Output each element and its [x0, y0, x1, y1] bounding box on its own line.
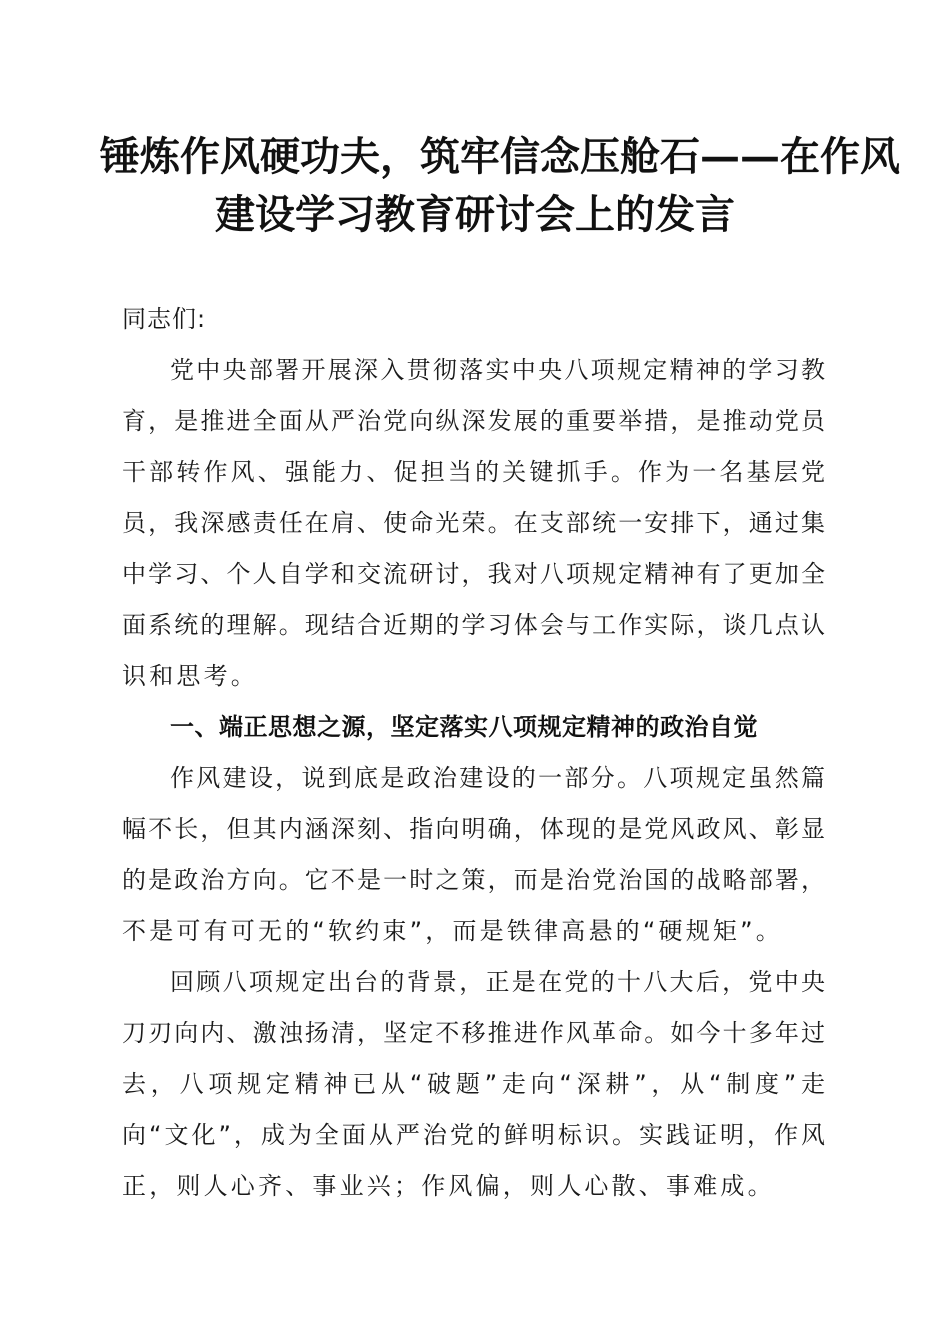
paragraph-3 [122, 957, 825, 1212]
title-line-2: 建设学习教育研讨会上的发言 [215, 191, 735, 238]
document-body [122, 294, 825, 1212]
title-line-1: 锤炼作风硬功夫，筑牢信念压舱石——在作风 [100, 133, 900, 180]
paragraph-2-line: 不是可有可无的“软约束”，而是铁律高悬的“硬规矩”。 [122, 917, 783, 945]
paragraph-1-line: 育，是推进全面从严治党向纵深发展的重要举措，是推动党员 [122, 407, 825, 435]
paragraph-3-line: 回顾八项规定出台的背景，正是在党的十八大后，党中央 [170, 968, 825, 996]
paragraph-1-line: 干部转作风、强能力、促担当的关键抓手。作为一名基层党 [122, 458, 825, 486]
section-1-heading: 一、端正思想之源，坚定落实八项规定精神的政治自觉 [170, 713, 758, 741]
paragraph-1-line: 识和思考。 [122, 662, 258, 690]
paragraph-3-line: 去，八项规定精神已从“破题”走向“深耕”，从“制度”走 [122, 1070, 825, 1098]
paragraph-1 [122, 345, 825, 702]
paragraph-2-line: 作风建设，说到底是政治建设的一部分。八项规定虽然篇 [170, 764, 825, 792]
paragraph-1-line: 面系统的理解。现结合近期的学习体会与工作实际，谈几点认 [122, 611, 825, 639]
salutation: 同志们: [122, 305, 207, 333]
paragraph-2-line: 幅不长，但其内涵深刻、指向明确，体现的是党风政风、彰显 [122, 815, 825, 843]
paragraph-1-line: 中学习、个人自学和交流研讨，我对八项规定精神有了更加全 [122, 560, 825, 588]
paragraph-1-line: 员，我深感责任在肩、使命光荣。在支部统一安排下，通过集 [122, 509, 825, 537]
paragraph-3-line: 刀刃向内、激浊扬清，坚定不移推进作风革命。如今十多年过 [122, 1019, 825, 1047]
paragraph-2-line: 的是政治方向。它不是一时之策，而是治党治国的战略部署， [122, 866, 825, 894]
paragraph-3-line: 向“文化”，成为全面从严治党的鲜明标识。实践证明，作风 [122, 1121, 825, 1149]
paragraph-3-line: 正，则人心齐、事业兴；作风偏，则人心散、事难成。 [122, 1172, 775, 1200]
document-title [100, 128, 900, 244]
paragraph-1-line: 党中央部署开展深入贯彻落实中央八项规定精神的学习教 [170, 356, 825, 384]
paragraph-2 [122, 753, 825, 957]
